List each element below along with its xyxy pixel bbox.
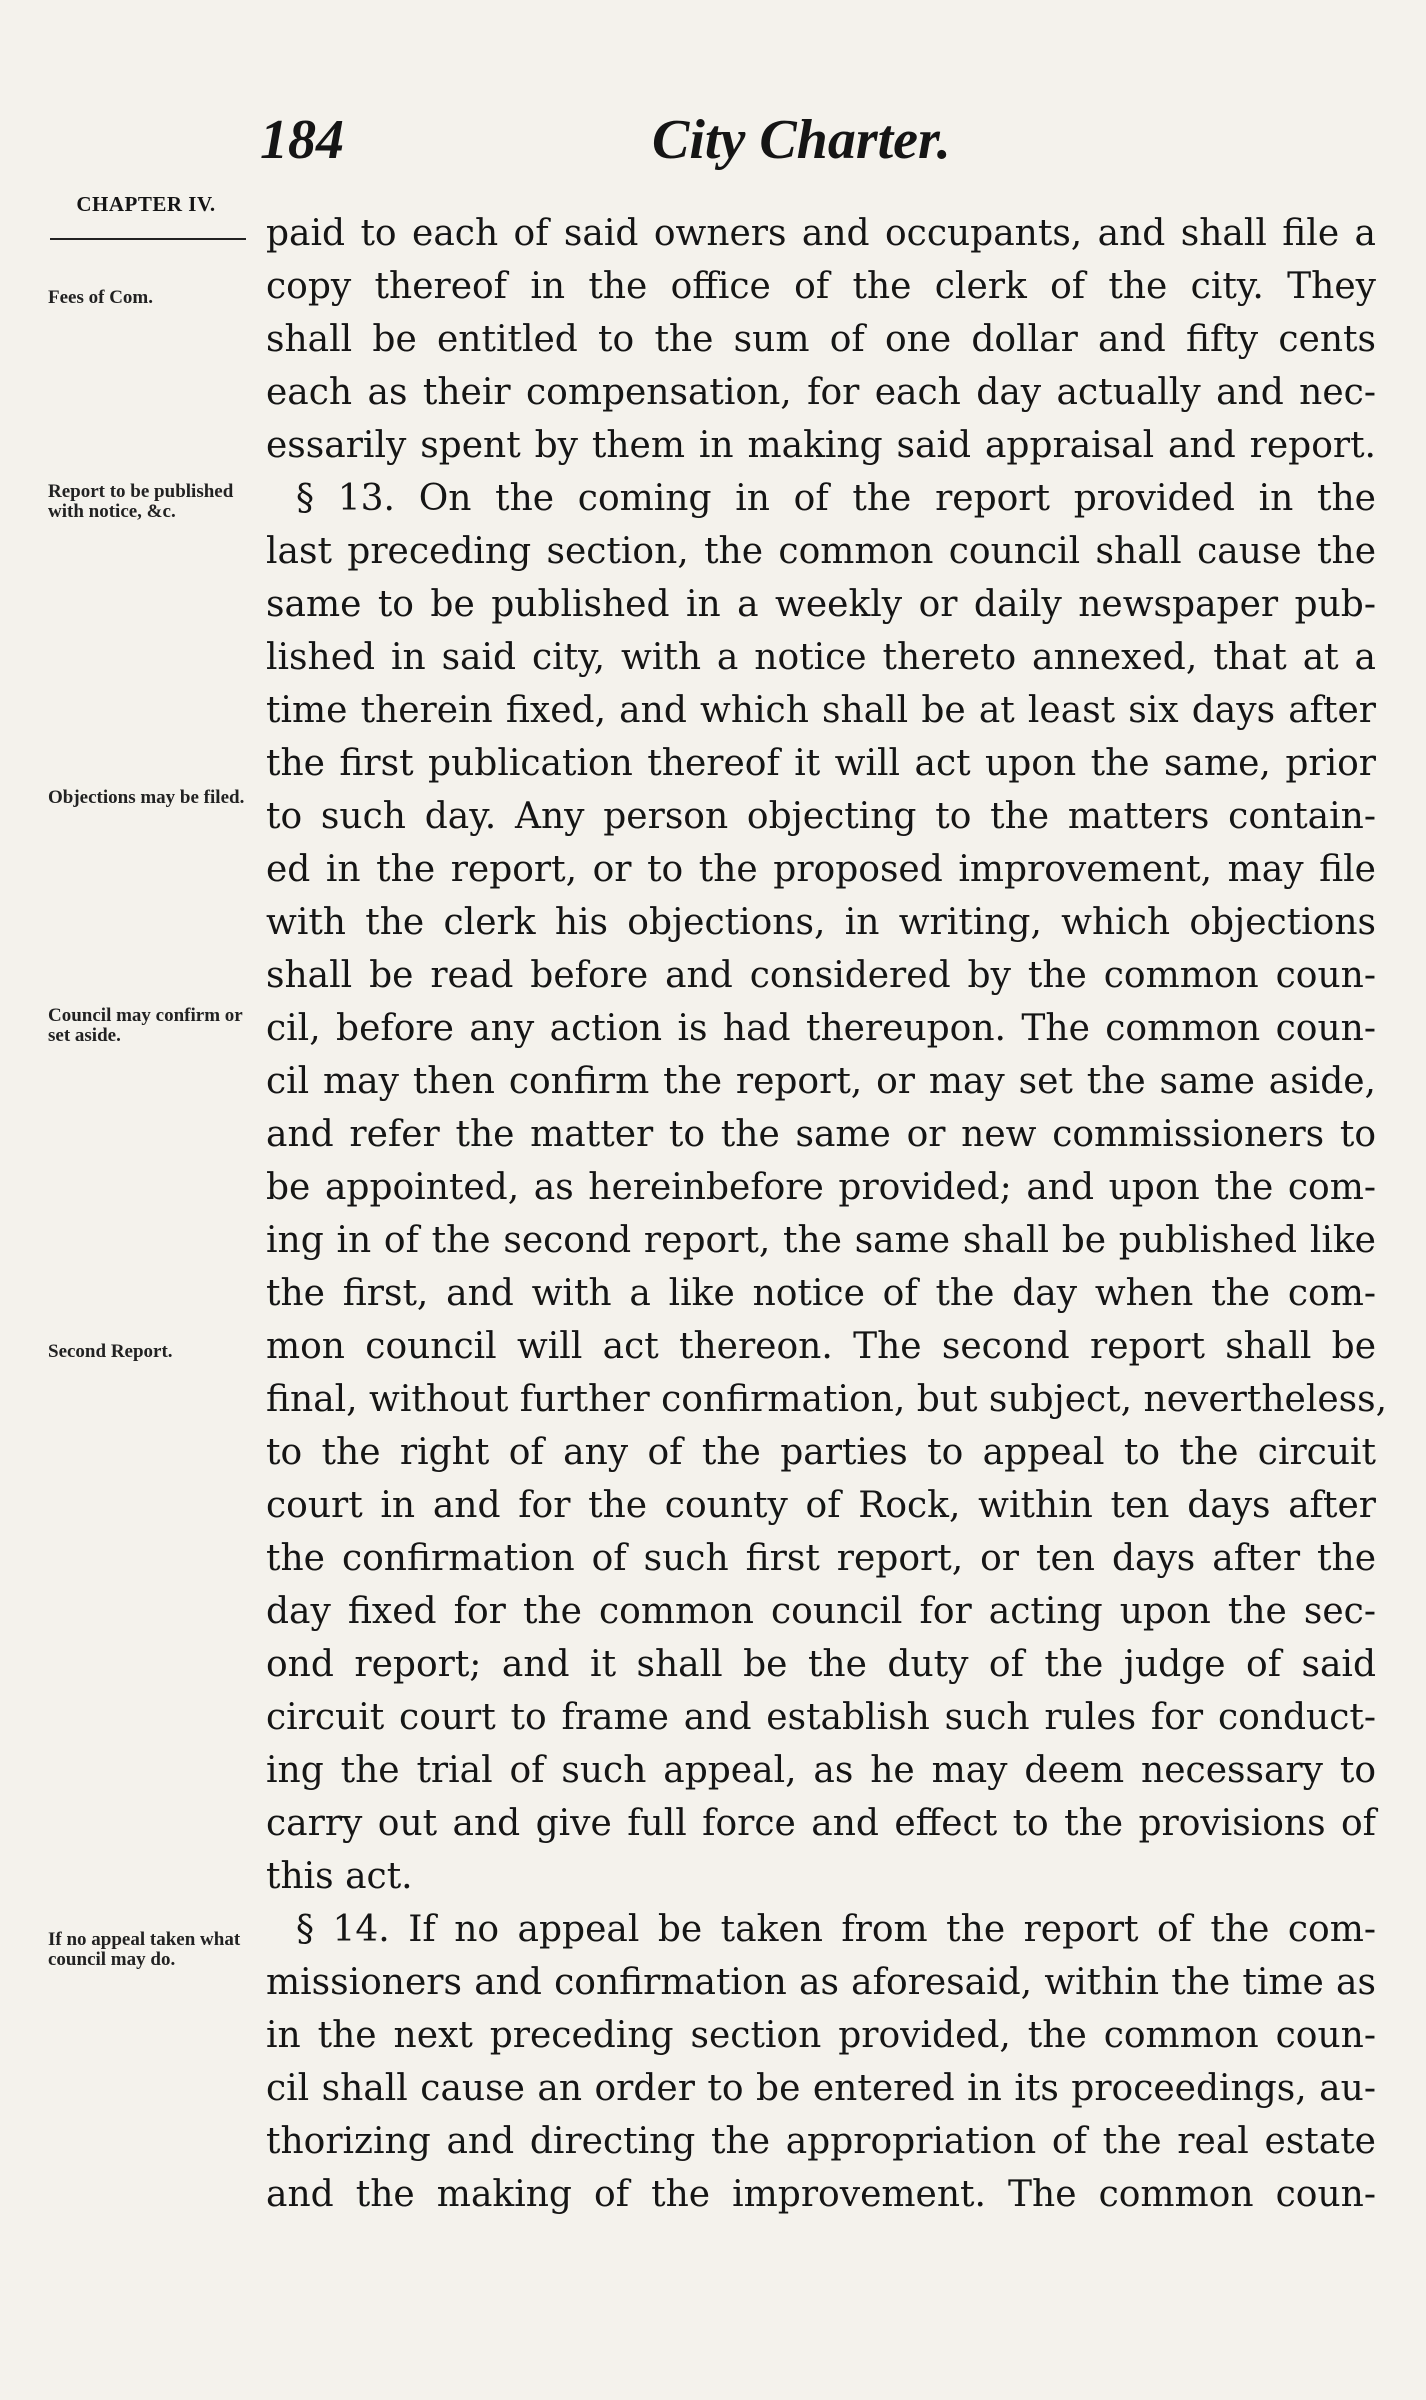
chapter-rule	[50, 238, 246, 240]
running-title: City Charter.	[652, 109, 951, 171]
text-line: ing in of the second report, the same shall be published like	[266, 1220, 1376, 1261]
margin-note: If no appeal taken what council may do.	[48, 1929, 241, 1970]
margin-note: Report to be published with notice, &c.	[48, 481, 234, 522]
text-line: thorizing and directing the appropriation of the real estate	[266, 2121, 1376, 2162]
text-line: ond report; and it shall be the duty of the judge of said	[266, 1644, 1376, 1685]
text-line: ed in the report, or to the proposed improvement, may file	[266, 849, 1376, 890]
text-line: and the making of the improvement. The common coun-	[266, 2174, 1376, 2215]
text-line: time therein fixed, and which shall be at least six days after	[266, 690, 1376, 731]
text-line: day fixed for the common council for acting upon the sec-	[266, 1591, 1376, 1632]
text-line: copy thereof in the office of the clerk of the city. They	[266, 266, 1376, 307]
margin-note: Council may confirm or set aside.	[48, 1005, 243, 1046]
text-line: to such day. Any person objecting to the matters contain-	[266, 796, 1376, 837]
text-line: circuit court to frame and establish such rules for conduct-	[266, 1697, 1376, 1738]
margin-note: Fees of Com.	[48, 287, 153, 308]
text-line: last preceding section, the common council shall cause the	[266, 531, 1376, 572]
text-line: each as their compensation, for each day actually and nec-	[266, 372, 1376, 413]
text-line: final, without further confirmation, but subject, nevertheless,	[266, 1379, 1388, 1420]
text-line: mon council will act thereon. The second report shall be	[266, 1326, 1376, 1367]
text-line: be appointed, as hereinbefore provided; and upon the com-	[266, 1167, 1376, 1208]
page-header	[260, 108, 1370, 178]
text-line: paid to each of said owners and occupants, and shall file a	[266, 213, 1376, 254]
text-line: carry out and give full force and effect to the provisions of	[266, 1803, 1376, 1844]
text-line: the confirmation of such first report, or ten days after the	[266, 1538, 1376, 1579]
text-line: missioners and confirmation as aforesaid, within the time as	[266, 1962, 1376, 2003]
text-line: this act.	[266, 1856, 413, 1897]
text-line: shall be entitled to the sum of one dollar and fifty cents	[266, 319, 1376, 360]
text-line: court in and for the county of Rock, within ten days after	[266, 1485, 1376, 1526]
text-line: to the right of any of the parties to appeal to the circuit	[266, 1432, 1376, 1473]
text-line: the first publication thereof it will act upon the same, prior	[266, 743, 1376, 784]
text-line: with the clerk his objections, in writing, which objections	[266, 902, 1376, 943]
text-line: in the next preceding section provided, the common coun-	[266, 2015, 1376, 2056]
text-line: shall be read before and considered by the common coun-	[266, 955, 1376, 996]
text-line: cil, before any action is had thereupon. The common coun-	[266, 1008, 1376, 1049]
margin-note: Objections may be filed.	[48, 787, 245, 808]
text-line: ing the trial of such appeal, as he may deem necessary to	[266, 1750, 1376, 1791]
text-line: essarily spent by them in making said appraisal and report.	[266, 425, 1376, 466]
page-number: 184	[260, 109, 344, 171]
text-line: the first, and with a like notice of the day when the com-	[266, 1273, 1376, 1314]
text-line: cil shall cause an order to be entered in its proceedings, au-	[266, 2068, 1376, 2109]
text-line: § 14. If no appeal be taken from the report of the com-	[296, 1909, 1376, 1950]
chapter-label: CHAPTER IV.	[76, 192, 216, 216]
text-line: lished in said city, with a notice thereto annexed, that at a	[266, 637, 1376, 678]
margin-note: Second Report.	[48, 1341, 173, 1362]
text-line: cil may then confirm the report, or may set the same aside,	[266, 1061, 1376, 1102]
text-line: and refer the matter to the same or new commissioners to	[266, 1114, 1376, 1155]
text-line: § 13. On the coming in of the report provided in the	[296, 478, 1376, 519]
text-line: same to be published in a weekly or daily newspaper pub-	[266, 584, 1376, 625]
